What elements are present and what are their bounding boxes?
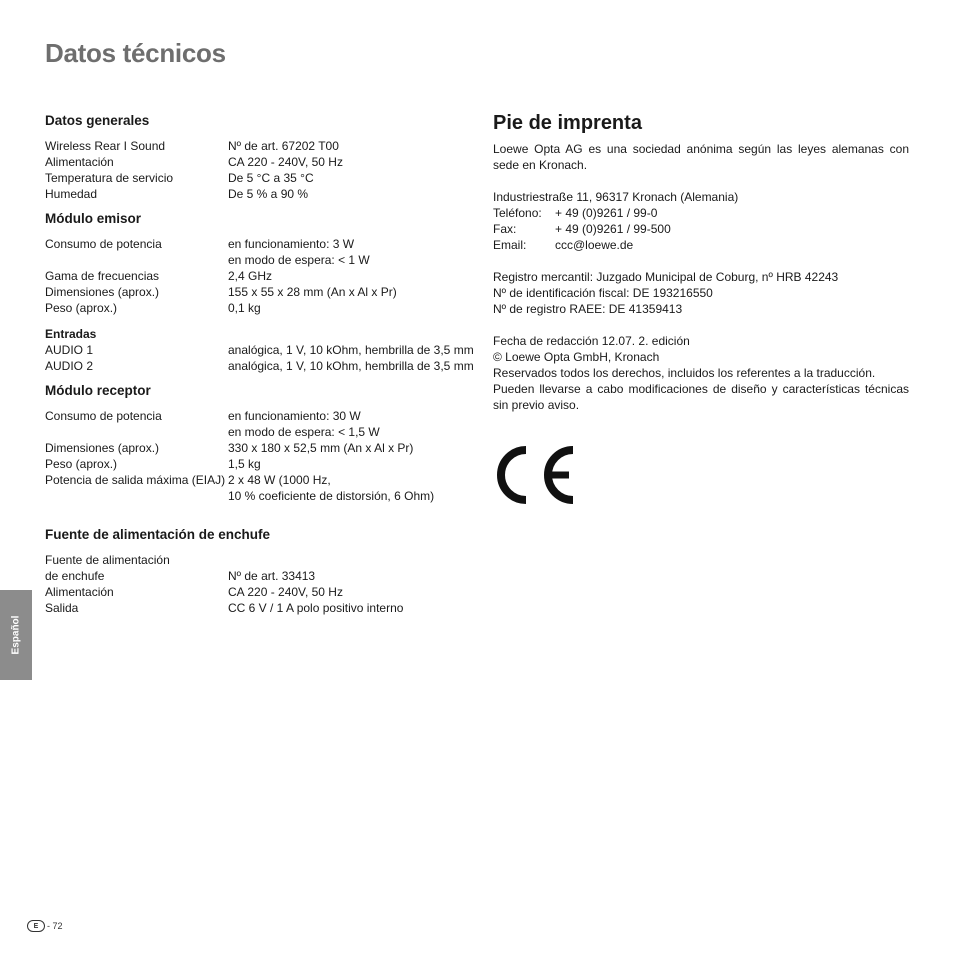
contact-value: + 49 (0)9261 / 99-500	[555, 222, 671, 236]
spec-row	[45, 154, 465, 170]
spec-value: 330 x 180 x 52,5 mm (An x Al x Pr)	[228, 441, 414, 455]
spec-label: AUDIO 1	[45, 343, 94, 357]
spec-value: 10 % coeficiente de distorsión, 6 Ohm)	[228, 489, 435, 503]
spec-value: 2 x 48 W (1000 Hz,	[228, 473, 331, 487]
edition-line: Reservados todos los derechos, incluidos los referentes a la traducción.	[493, 366, 876, 380]
contact-row-phone	[493, 205, 909, 221]
company-address: Industriestraße 11, 96317 Kronach (Alemania)	[493, 190, 739, 204]
spec-row	[45, 440, 465, 456]
spec-row	[45, 456, 465, 472]
general-data-list	[45, 138, 465, 202]
imprint-column	[493, 110, 909, 413]
edition-line: © Loewe Opta GmbH, Kronach	[493, 350, 660, 364]
power-supply-list	[45, 552, 465, 616]
spec-value: analógica, 1 V, 10 kOhm, hembrilla de 3,5 mm	[228, 343, 474, 357]
spec-label	[45, 252, 228, 268]
page-number: - 72	[47, 921, 63, 931]
spec-value: 2,4 GHz	[228, 269, 273, 283]
contact-label: Email:	[493, 238, 527, 252]
spec-label: Peso (aprox.)	[45, 457, 118, 471]
emitter-module-heading: Módulo emisor	[45, 211, 142, 226]
spec-label: Consumo de potencia	[45, 409, 162, 423]
spec-label: Humedad	[45, 187, 98, 201]
contact-row-fax	[493, 221, 909, 237]
spec-label: Dimensiones (aprox.)	[45, 441, 160, 455]
receiver-module-heading: Módulo receptor	[45, 383, 151, 398]
emitter-module-list	[45, 236, 465, 316]
register-line: Nº de registro RAEE: DE 41359413	[493, 302, 683, 316]
spec-row	[45, 472, 465, 488]
disclaimer-text: Pueden llevarse a cabo modificaciones de diseño y características técnicas sin previo aviso.	[493, 382, 909, 412]
spec-value: Nº de art. 33413	[228, 569, 316, 583]
spec-value: CA 220 - 240V, 50 Hz	[228, 155, 343, 169]
spec-value: De 5 °C a 35 °C	[228, 171, 314, 185]
spec-label: Dimensiones (aprox.)	[45, 285, 160, 299]
spec-row	[45, 408, 465, 424]
spec-row	[45, 284, 465, 300]
side-tab-label: Español	[10, 615, 22, 655]
spec-label: AUDIO 2	[45, 359, 94, 373]
spec-row	[45, 252, 465, 268]
spec-value: en funcionamiento: 3 W	[228, 237, 355, 251]
ce-mark-icon	[493, 444, 577, 506]
spec-row	[45, 552, 465, 568]
spec-label: Potencia de salida máxima (EIAJ)	[45, 473, 226, 487]
spec-row	[45, 424, 465, 440]
receiver-module-list	[45, 408, 465, 504]
spec-row	[45, 568, 465, 584]
imprint-text	[493, 141, 909, 413]
language-badge-icon: E	[27, 920, 45, 932]
contact-row-email	[493, 237, 909, 253]
company-text: Loewe Opta AG es una sociedad anónima según las leyes alemanas con sede en Kronach.	[493, 142, 909, 172]
spec-label: Consumo de potencia	[45, 237, 162, 251]
register-line: Registro mercantil: Juzgado Municipal de Coburg, nº HRB 42243	[493, 270, 839, 284]
contact-value: + 49 (0)9261 / 99-0	[555, 206, 658, 220]
contact-label: Fax:	[493, 222, 517, 236]
spec-label: Gama de frecuencias	[45, 269, 160, 283]
spec-label: Salida	[45, 601, 79, 615]
edition-line: Fecha de redacción 12.07. 2. edición	[493, 334, 690, 348]
contact-email[interactable]: ccc@loewe.de	[555, 238, 634, 252]
imprint-title: Pie de imprenta	[493, 112, 642, 134]
spec-label: Peso (aprox.)	[45, 301, 118, 315]
spec-value: 155 x 55 x 28 mm (An x Al x Pr)	[228, 285, 397, 299]
spec-row	[45, 186, 465, 202]
inputs-heading: Entradas	[45, 327, 97, 341]
spec-value: en modo de espera: < 1,5 W	[228, 425, 380, 439]
spec-row	[45, 138, 465, 154]
spec-label: Alimentación	[45, 585, 114, 599]
spec-value: analógica, 1 V, 10 kOhm, hembrilla de 3,5 mm	[228, 359, 474, 373]
spec-row	[45, 358, 474, 374]
inputs-list	[45, 342, 474, 374]
spec-row	[45, 488, 465, 504]
spec-row	[45, 584, 465, 600]
power-supply-heading: Fuente de alimentación de enchufe	[45, 527, 271, 542]
spec-label: Alimentación	[45, 155, 114, 169]
spec-row	[45, 342, 474, 358]
spec-label: Fuente de alimentación	[45, 553, 170, 567]
page-footer	[27, 920, 63, 932]
spec-value: 1,5 kg	[228, 457, 261, 471]
language-side-tab	[0, 590, 32, 680]
spec-row	[45, 170, 465, 186]
spec-value: 0,1 kg	[228, 301, 261, 315]
spec-value: CA 220 - 240V, 50 Hz	[228, 585, 343, 599]
spec-value: CC 6 V / 1 A polo positivo interno	[228, 601, 404, 615]
spec-value: en funcionamiento: 30 W	[228, 409, 361, 423]
spec-label	[45, 488, 228, 504]
spec-value: Nº de art. 67202 T00	[228, 139, 339, 153]
spec-row	[45, 600, 465, 616]
spec-value: De 5 % a 90 %	[228, 187, 309, 201]
spec-row	[45, 300, 465, 316]
spec-label: de enchufe	[45, 569, 105, 583]
contact-label: Teléfono:	[493, 206, 542, 220]
spec-row	[45, 236, 465, 252]
general-data-heading: Datos generales	[45, 113, 150, 128]
spec-label: Temperatura de servicio	[45, 171, 174, 185]
technical-data-column	[45, 112, 474, 616]
register-line: Nº de identificación fiscal: DE 193216550	[493, 286, 713, 300]
spec-value: en modo de espera: < 1 W	[228, 253, 370, 267]
spec-label: Wireless Rear I Sound	[45, 139, 166, 153]
spec-row	[45, 268, 465, 284]
page-title: Datos técnicos	[45, 38, 226, 68]
spec-label	[45, 424, 228, 440]
